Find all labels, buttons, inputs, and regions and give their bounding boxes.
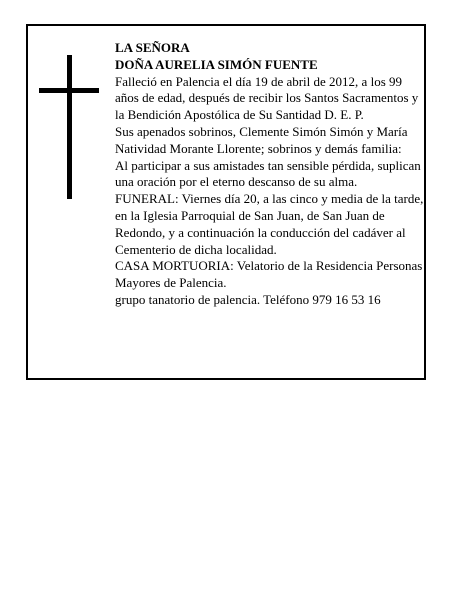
request-paragraph: Al participar a sus amistades tan sensible pérdida, suplican una oración por el eterno descanso de su alma.	[115, 157, 421, 190]
cross-vertical-bar	[67, 55, 72, 199]
family-paragraph: Sus apenados sobrinos, Clemente Simón Simón y María Natividad Morante Llorente; sobrinos y demás familia:	[115, 123, 408, 156]
funeral-paragraph: FUNERAL: Viernes día 20, a las cinco y media de la tarde, en la Iglesia Parroquial de San Juan, de San Juan de Redondo, y a continuación la conducción del cadáver al Cementerio de dicha localidad.	[115, 191, 424, 257]
notice-text	[115, 40, 425, 309]
death-paragraph: Falleció en Palencia el día 19 de abril de 2012, a los 99 años de edad, después de recibir los Santos Sacramentos y la Bendición Apostólica de Su Santidad D. E. P.	[115, 73, 419, 123]
contact-paragraph: grupo tanatorio de palencia. Teléfono 979 16 53 16	[115, 291, 381, 307]
cross-horizontal-bar	[39, 88, 99, 93]
notice-heading-title: LA SEÑORA	[115, 40, 190, 55]
wake-paragraph: CASA MORTUORIA: Velatorio de la Residencia Personas Mayores de Palencia.	[115, 258, 423, 291]
cross-icon	[39, 55, 99, 199]
obituary-notice	[26, 24, 426, 380]
deceased-name: DOÑA AURELIA SIMÓN FUENTE	[115, 56, 318, 72]
